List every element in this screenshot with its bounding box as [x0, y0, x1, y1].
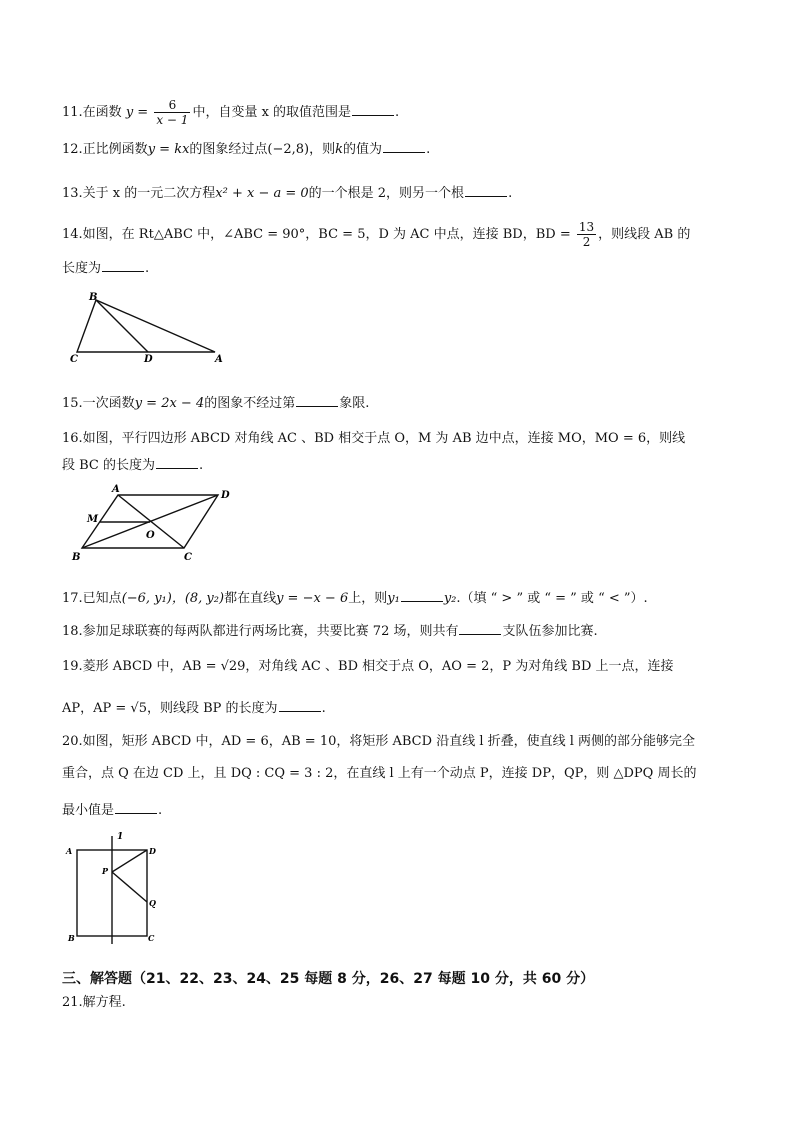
- q20-text: 20.如图，矩形 ABCD 中，AD = 6，AB = 10，将矩形 ABCD 沿直线 l 折叠，使直线 l 两侧的部分能够完全: [62, 734, 696, 749]
- q17-text-3: .（填 “ > ” 或 “ = ” 或 “ < ”）.: [456, 591, 648, 606]
- answer-blank-19[interactable]: [279, 699, 321, 712]
- q19-text-2: AP，AP = √5，则线段 BP 的长度为: [62, 701, 278, 716]
- question-20-line-1: [62, 733, 695, 751]
- q12-text: 的图象经过点: [189, 142, 268, 157]
- question-16-line-1: [62, 430, 685, 448]
- q11-end: .: [395, 105, 400, 120]
- segment-pq: [112, 872, 147, 902]
- question-19-line-1: [62, 658, 674, 676]
- q17-text-2: 上，则: [348, 591, 388, 606]
- section-heading: 三、解答题（21、22、23、24、25 每题 8 分，26、27 每题 10 分，共 60 分）: [62, 971, 595, 987]
- label-l: 1: [117, 832, 124, 842]
- question-15: [62, 394, 369, 413]
- label-c: C: [70, 354, 78, 365]
- q11-text: 中，自变量 x 的取值范围是: [192, 105, 352, 120]
- label-q: Q: [149, 898, 156, 908]
- label-o: O: [146, 530, 155, 541]
- q17-line-equation: y = −x − 6: [276, 591, 349, 606]
- q19-end: .: [321, 701, 326, 716]
- q12-expression: y = kx: [147, 142, 190, 157]
- q14-text-2: ，则线段 AB 的: [598, 227, 691, 242]
- q17-y2: y₂: [443, 591, 457, 606]
- question-16-line-2: [62, 456, 203, 475]
- q11-function-lhs: y =: [125, 105, 149, 120]
- label-b: B: [72, 552, 81, 563]
- q15-expression: y = 2x − 4: [134, 396, 205, 411]
- label-b: B: [68, 933, 75, 943]
- q16-text: 16.如图，平行四边形 ABCD 对角线 AC 、BD 相交于点 O，M 为 AB 边中点，连接 MO，MO = 6，则线: [62, 431, 686, 446]
- segment-bd: [96, 300, 148, 352]
- question-14-line-2: [62, 259, 149, 278]
- answer-blank-11[interactable]: [352, 103, 394, 116]
- label-a: A: [215, 354, 223, 365]
- question-14-line-1: [62, 220, 690, 249]
- label-d: D: [221, 490, 230, 501]
- q12-k: k: [335, 142, 344, 157]
- label-c: C: [184, 552, 192, 563]
- q16-parallelogram-figure: [60, 482, 250, 567]
- question-19-line-2: [62, 699, 326, 718]
- q20-text-2: 重合，点 Q 在边 CD 上，且 DQ : CQ = 3 : 2，在直线 l 上有一个动点 P，连接 DP，QP，则 △DPQ 周长的: [62, 766, 697, 781]
- q15-text: 的图象不经过第: [204, 396, 296, 411]
- q12-prefix: 12.正比例函数: [62, 142, 148, 157]
- question-21: [62, 994, 126, 1012]
- q14-denominator: 2: [582, 235, 591, 249]
- answer-blank-18[interactable]: [459, 622, 501, 635]
- question-20-line-3: [62, 801, 162, 820]
- label-m: M: [87, 514, 99, 525]
- question-20-line-2: [62, 765, 696, 783]
- q13-text: 的一个根是 2，则另一个根: [308, 186, 465, 201]
- q18-text-2: 支队伍参加比赛.: [502, 624, 598, 639]
- q12-text-3: 的值为: [343, 142, 383, 157]
- label-d: D: [149, 846, 156, 856]
- label-a: A: [66, 846, 73, 856]
- q14-text: 14.如图，在 Rt△ABC 中，∠ABC = 90°，BC = 5，D 为 AC 中点，连接 BD，BD =: [62, 227, 571, 242]
- label-d: D: [144, 354, 153, 365]
- label-b: B: [89, 292, 98, 303]
- answer-blank-16[interactable]: [156, 456, 198, 469]
- label-p: P: [102, 866, 109, 876]
- question-17: [62, 589, 648, 608]
- question-13: [62, 184, 512, 203]
- q11-fraction: [154, 98, 190, 127]
- q18-text: 18.参加足球联赛的每两队都进行两场比赛，共要比赛 72 场，则共有: [62, 624, 459, 639]
- q20-rectangle-figure: [62, 828, 172, 946]
- q15-end: 象限.: [339, 396, 370, 411]
- q20-text-3: 最小值是: [62, 803, 115, 818]
- label-a: A: [112, 484, 120, 495]
- q19-text: 19.菱形 ABCD 中，AB = √29，对角线 AC 、BD 相交于点 O，AO = 2，P 为对角线 BD 上一点，连接: [62, 659, 674, 674]
- question-18: [62, 622, 598, 641]
- answer-blank-15[interactable]: [296, 394, 338, 407]
- q14-fraction: [577, 220, 596, 249]
- q11-prefix: 11.在函数: [62, 105, 122, 120]
- q13-end: .: [508, 186, 513, 201]
- q20-end: .: [158, 803, 163, 818]
- answer-blank-12[interactable]: [383, 140, 425, 153]
- q12-point: (−2,8): [267, 142, 310, 157]
- segment-dp: [112, 850, 147, 872]
- q17-prefix: 17.已知点: [62, 591, 122, 606]
- answer-blank-20[interactable]: [115, 801, 157, 814]
- q11-numerator: 6: [154, 98, 190, 113]
- q14-text-3: 长度为: [62, 261, 102, 276]
- question-11: [62, 98, 399, 127]
- q17-text: 都在直线: [224, 591, 277, 606]
- answer-blank-13[interactable]: [465, 184, 507, 197]
- q17-points: (−6, y₁)，(8, y₂): [121, 591, 225, 606]
- question-12: [62, 140, 430, 159]
- triangle-abc: [77, 300, 215, 352]
- q14-end: .: [145, 261, 150, 276]
- q14-triangle-figure: [60, 288, 240, 368]
- q21-text: 21.解方程.: [62, 995, 126, 1010]
- q14-numerator: 13: [578, 220, 595, 234]
- q17-y1: y₁: [387, 591, 400, 606]
- q13-equation: x² + x − a = 0: [215, 186, 309, 201]
- q11-denominator: x − 1: [156, 113, 189, 127]
- q13-prefix: 13.关于 x 的一元二次方程: [62, 186, 216, 201]
- answer-blank-17[interactable]: [401, 589, 443, 602]
- q16-end: .: [199, 458, 204, 473]
- q12-text-2: ，则: [309, 142, 336, 157]
- label-c: C: [148, 933, 155, 943]
- q15-prefix: 15.一次函数: [62, 396, 135, 411]
- q16-text-2: 段 BC 的长度为: [62, 458, 156, 473]
- answer-blank-14[interactable]: [102, 259, 144, 272]
- q12-end: .: [426, 142, 431, 157]
